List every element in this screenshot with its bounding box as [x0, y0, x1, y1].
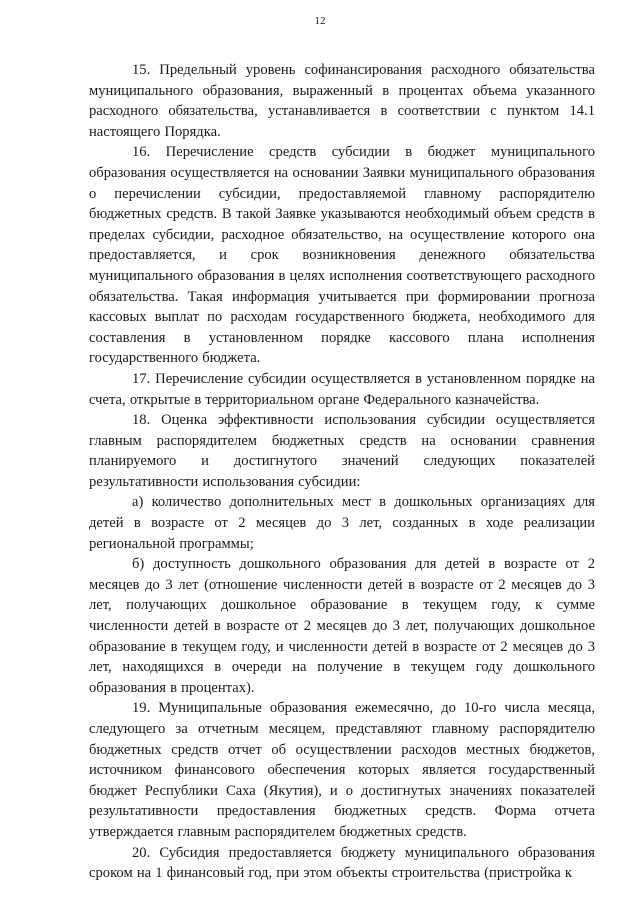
paragraph-20: 20. Субсидия предоставляется бюджету муниципального образования сроком на 1 финансовый год, при этом объекты строительства (пристройка к — [89, 844, 595, 882]
page-number: 12 — [314, 15, 326, 27]
document-body — [89, 60, 595, 884]
paragraph-15: 15. Предельный уровень софинансирования расходного обязательства муниципального образования, выраженный в процентах объема указанного расходного обязательства, устанавливается в соответствии с пунктом 14.1 настоящего Порядка. — [89, 62, 595, 140]
paragraph-17: 17. Перечисление субсидии осуществляется в установленном порядке на счета, открытые в территориальном органе Федерального казначейства. — [89, 370, 595, 408]
paragraph-18-item-b: б) доступность дошкольного образования для детей в возрасте от 2 месяцев до 3 лет (отношение численности детей в возрасте от 2 месяцев до 3 лет, получающих дошкольное образование в текущем году, к сумме численности детей в возрасте от 2 месяцев до 3 лет, получающих дошкольное образование в текущем году, и численности детей в возрасте от 2 месяцев до 3 лет, находящихся в очереди на получение в текущем году дошкольного образования в процентах). — [89, 556, 595, 696]
paragraph-18: 18. Оценка эффективности использования субсидии осуществляется главным распорядителем бюджетных средств на основании сравнения планируемого и достигнутого значений следующих показателей результативности использования субсидии: — [89, 412, 595, 490]
paragraph-16: 16. Перечисление средств субсидии в бюджет муниципального образования осуществляется на основании Заявки муниципального образования о перечислении субсидии, предоставляемой главному распорядителю бюджетных средств. В такой Заявке указываются необходимый объем средств в пределах субсидии, расходное обязательство, на осуществление которого она предоставляется, и срок возникновения денежного обязательства муниципального образования в целях исполнения соответствующего расходного обязательства. Такая информация учитывается при формировании прогноза кассовых выплат по расходам государственного бюджета, необходимого для составления в установленном порядке кассового плана исполнения государственного бюджета. — [89, 144, 595, 367]
paragraph-19: 19. Муниципальные образования ежемесячно, до 10-го числа месяца, следующего за отчетным месяцем, представляют главному распорядителю бюджетных средств отчет об осуществлении расходов местных бюджетов, источником финансового обеспечения которых является государственный бюджет Республики Саха (Якутия), и о достигнутых значениях показателей результативности предоставления бюджетных средств. Форма отчета утверждается главным распорядителем бюджетных средств. — [89, 700, 595, 840]
paragraph-18-item-a: а) количество дополнительных мест в дошкольных организациях для детей в возрасте от 2 месяцев до 3 лет, созданных в ходе реализации региональной программы; — [89, 494, 595, 552]
